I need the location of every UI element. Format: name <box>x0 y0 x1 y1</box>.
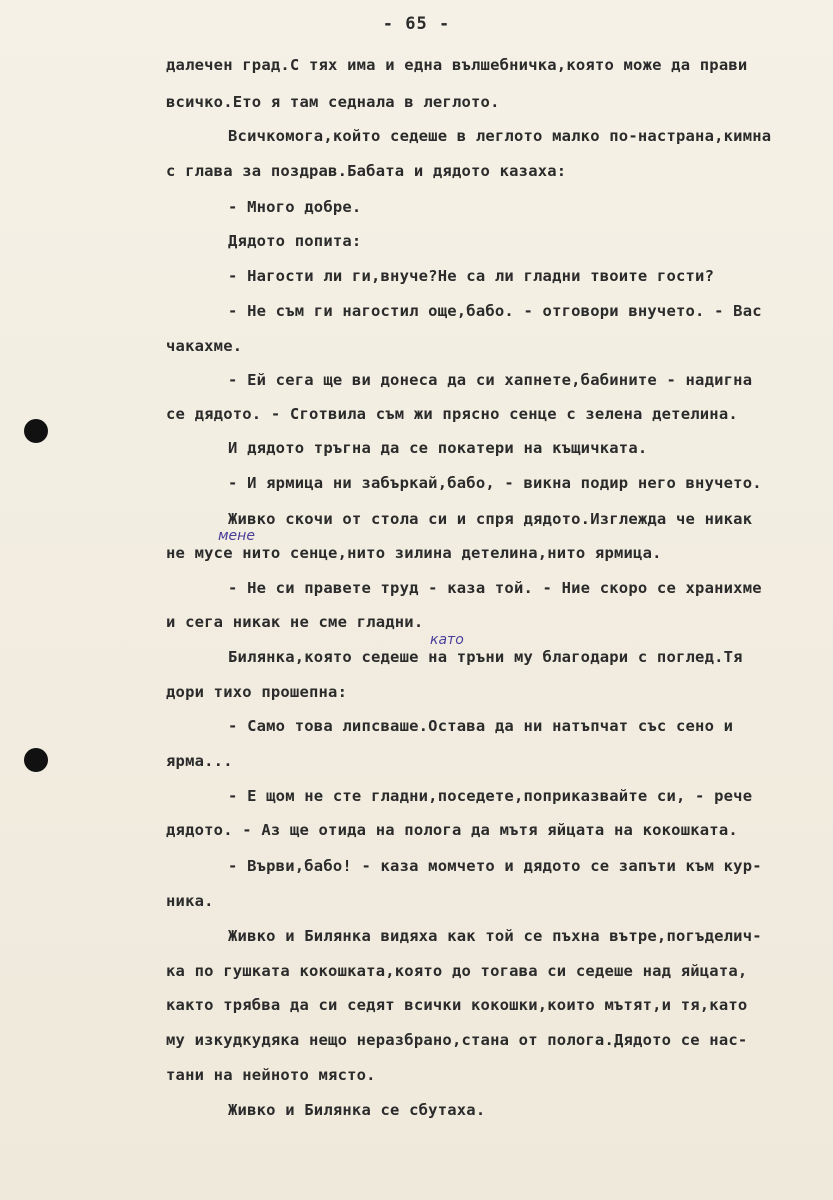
text-line: и сега никак не сме гладни. <box>166 613 424 631</box>
text-line: му изкудкудяка нещо неразбрано,стана от полога.Дядото се нас- <box>166 1031 748 1049</box>
text-line: Дядото попита: <box>228 232 362 250</box>
handwritten-insertion: мене <box>218 528 255 544</box>
text-line: - Само това липсваше.Остава да ни натъпчат със сено и <box>228 717 734 735</box>
text-line: И дядото тръгна да се покатери на къщичката. <box>228 439 648 457</box>
binder-hole-bottom <box>24 748 48 772</box>
text-line: далечен град.С тях има и една вълшебничка,която може да прави <box>166 56 748 74</box>
text-line: тани на нейното място. <box>166 1066 376 1084</box>
text-line: всичко.Ето я там седнала в леглото. <box>166 93 500 111</box>
text-line: - Върви,бабо! - каза момчето и дядото се запъти към кур- <box>228 857 762 875</box>
text-line: дядото. - Аз ще отида на полога да мътя яйцата на кокошката. <box>166 821 738 839</box>
text-line: не мусе нито сенце,нито зилина детелина,нито ярмица. <box>166 544 662 562</box>
text-line: с глава за поздрав.Бабата и дядото казаха: <box>166 162 567 180</box>
text-line: Билянка,която седеше на тръни му благодари с поглед.Тя <box>228 648 743 666</box>
text-line: ка по гушката кокошката,която до тогава си седеше над яйцата, <box>166 962 748 980</box>
text-line: - Е щом не сте гладни,поседете,поприказвайте си, - рече <box>228 787 753 805</box>
page-number: - 65 - <box>382 14 451 34</box>
text-line: - И ярмица ни забъркай,бабо, - викна подир него внучето. <box>228 474 762 492</box>
text-line: Живко скочи от стола си и спря дядото.Изглежда че никак <box>228 510 753 528</box>
text-line: дори тихо прошепна: <box>166 683 348 701</box>
handwritten-insertion: като <box>430 632 464 648</box>
text-line: Живко и Билянка видяха как той се пъхна вътре,погъделич- <box>228 927 762 945</box>
binder-hole-top <box>24 419 48 443</box>
text-line: Живко и Билянка се сбутаха. <box>228 1101 486 1119</box>
text-line: - Не съм ги нагостил още,бабо. - отговори внучето. - Вас <box>228 302 762 320</box>
text-line: чакахме. <box>166 337 243 355</box>
text-line: - Нагости ли ги,внуче?Не са ли гладни твоите гости? <box>228 267 715 285</box>
text-line: - Ей сега ще ви донеса да си хапнете,бабините - надигна <box>228 371 753 389</box>
text-line: както трябва да си седят всички кокошки,които мътят,и тя,като <box>166 996 748 1014</box>
text-line: - Не си правете труд - каза той. - Ние скоро се хранихме <box>228 579 762 597</box>
text-line: - Много добре. <box>228 198 362 216</box>
text-line: ярма... <box>166 752 233 770</box>
text-line: се дядото. - Сготвила съм жи прясно сенце с зелена детелина. <box>166 405 738 423</box>
text-line: Всичкомога,който седеше в леглото малко по-настрана,кимна <box>228 127 772 145</box>
text-line: ника. <box>166 892 214 910</box>
